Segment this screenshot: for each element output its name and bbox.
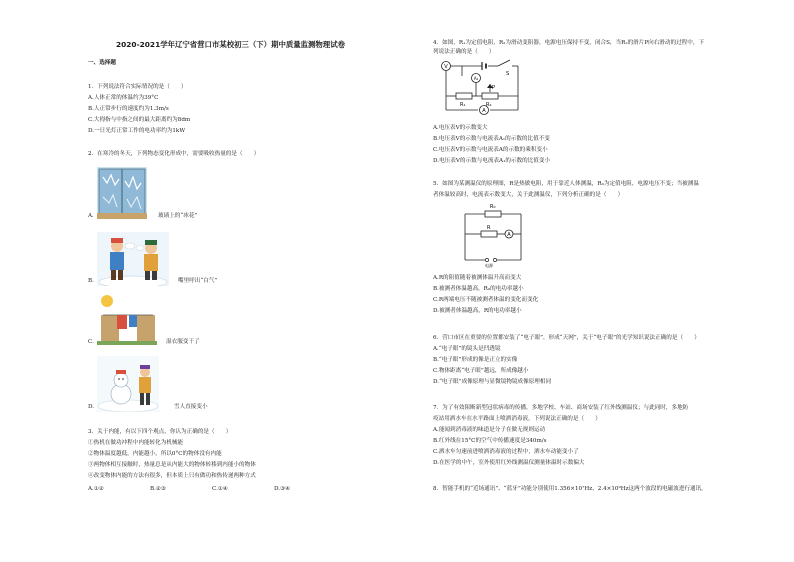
page-title: 2020-2021学年辽宁省营口市某校初三（下）期中质量监测物理试卷: [116, 40, 345, 49]
q5-power-label: 电源: [485, 263, 493, 268]
q5-option-c: C.R两端电压不随被测者体温的变化而变化: [433, 297, 539, 303]
q7-option-d: D.在医学的中午，室外使用红外线测温仪测量体温时示数偏大: [433, 460, 585, 466]
q4-ammeter-a-label: A: [482, 108, 486, 114]
q4-option-b: B.电压表V的示数与电流表A₁的示数的比值不变: [433, 136, 550, 142]
q3-statement-2: ②物体温度越低，内能越小，所以0°C的物体没有内能: [88, 451, 222, 457]
q1-option-a: A.人体正常的体温约为39°C: [88, 95, 159, 101]
q2-option-d-label: D.: [88, 404, 95, 410]
q4-circuit-diagram: [438, 58, 524, 118]
q5-r0-label: R₀: [490, 204, 496, 210]
q3-statement-3: ③两物体相互接触时，热量总是从内能大的物体转移到内能小的物体: [88, 462, 256, 468]
q2-option-b-text: 嘴里呼出“白气”: [178, 278, 218, 284]
q7-option-c: C.洒水车匀速前进喷洒消毒液的过程中，洒水车动能变小了: [433, 449, 579, 455]
snowman-image: [97, 356, 159, 412]
q4-r2-label: R₂: [486, 102, 492, 108]
q3-option-b: B.②③: [150, 486, 166, 492]
q4-stem-line2: 列说法正确的是（ ）: [433, 49, 495, 55]
q2-option-c-label: C.: [88, 339, 94, 345]
q5-option-d: D.被测者体温越高，R的电功率越小: [433, 308, 522, 314]
q5-circuit-diagram: [459, 200, 529, 268]
q3-stem: 3．关于内能，有以下四个观点，你认为正确的是（ ）: [88, 429, 232, 435]
q5-option-a: A.R的阻值随着被测体温升高而变大: [433, 275, 522, 281]
q7-option-a: A.能闻到消毒液的味道是分子在做无规则运动: [433, 427, 546, 433]
q4-option-d: D.电压表V的示数与电流表A₁的示数的比值变小: [433, 158, 551, 164]
q5-stem-line2: 者体温较高时，电流表示数变大，关于此测温仪，下列分析正确的是（ ）: [433, 192, 624, 198]
q5-option-b: B.被测者体温越高，R₀的电功率越小: [433, 286, 524, 292]
q4-stem-line1: 4．如图，R₁为定值电阻，R₂为滑动变阻器，电源电压保持不变，闭合S，当R₂的滑片P向右滑动的过程中，下: [433, 40, 705, 46]
q7-stem-line1: 7．为了有效阻断新型冠状病毒的传播，多地学校、车站、商场安装了红外线测温仪；与此同时，多地防: [433, 405, 689, 411]
q2-option-a-text: 玻璃上的“冰花”: [158, 213, 198, 219]
q5-ammeter-label: A: [507, 232, 511, 238]
q2-option-a-label: A.: [88, 213, 94, 219]
section-heading: 一、选择题: [88, 60, 116, 66]
q7-option-b: B.红外线在15°C的空气中传播速度是340m/s: [433, 438, 547, 444]
q1-stem: 1．下列说法符合实际情况的是（ ）: [88, 84, 187, 90]
q2-option-c-text: 湿衣服变干了: [166, 339, 200, 345]
q3-option-a: A.①②: [88, 486, 104, 492]
q5-r-label: R: [487, 225, 491, 231]
q6-option-a: A.“电子眼”的镜头是凹透镜: [433, 346, 501, 352]
q3-option-d: D.③④: [274, 486, 291, 492]
q1-option-d: D.一日光灯正常工作的电功率约为1kW: [88, 128, 186, 134]
q3-statement-1: ①热机在做功冲程中内能转化为机械能: [88, 440, 184, 446]
q4-voltmeter-label: V: [444, 64, 448, 70]
frost-window-image: [97, 167, 147, 219]
q3-option-c: C.①④: [212, 486, 228, 492]
q6-stem: 6．营口市区在重要的位置都安装了“电子眼”，形成“天网”，关于“电子眼”的光学知识说法正确的是（ ）: [433, 335, 700, 341]
q2-option-d-text: 雪人直接变小: [174, 404, 208, 410]
q2-option-b-label: B.: [88, 278, 94, 284]
q4-r1-label: R₁: [460, 102, 466, 108]
drying-clothes-image: [97, 293, 157, 345]
q5-stem-line1: 5．如图为某测温仪的原理图，R是热敏电阻，用于靠近人体测温，R₀为定值电阻，电源电压不变；当被测温: [433, 181, 699, 187]
q3-statement-4: ④改变物体内能的方法有很多，但本质上只有做功和热传递两种方式: [88, 473, 256, 479]
q4-option-a: A.电压表V的示数变大: [433, 125, 488, 131]
q1-option-b: B.人正常步行的速度约为1.3m/s: [88, 106, 169, 112]
q2-stem: 2．在寒冷的冬天，下列物态变化形成中，需要吸收热量的是（ ）: [88, 151, 260, 157]
q4-slider-label: P: [492, 85, 496, 91]
q4-option-c: C.电压表V的示数与电流表A的示数的乘积变小: [433, 147, 548, 153]
breath-fog-image: [97, 232, 169, 286]
q8-stem: 8．智能手机的“近场通讯”、“蓝牙”功能分别使用1.356×10⁷Hz、2.4×10⁹Hz这两个波段的电磁波进行通讯。: [433, 486, 707, 492]
q7-stem-line2: 疫站用洒水车在水平路面上喷洒消毒液，下列说法正确的是（ ）: [433, 416, 601, 422]
q4-switch-label: S: [506, 71, 510, 77]
q4-ammeter-a1-label: A₁: [473, 76, 479, 81]
q6-option-b: B.“电子眼”形成的像是正立的实像: [433, 357, 518, 363]
q6-option-d: D.“电子眼”成像原理与显微镜物镜成像原理相同: [433, 379, 552, 385]
q1-option-c: C.大拇指与中指之间的最大距离约为8dm: [88, 117, 191, 123]
q6-option-c: C.物体距离“电子眼”越远，所成像越小: [433, 368, 529, 374]
